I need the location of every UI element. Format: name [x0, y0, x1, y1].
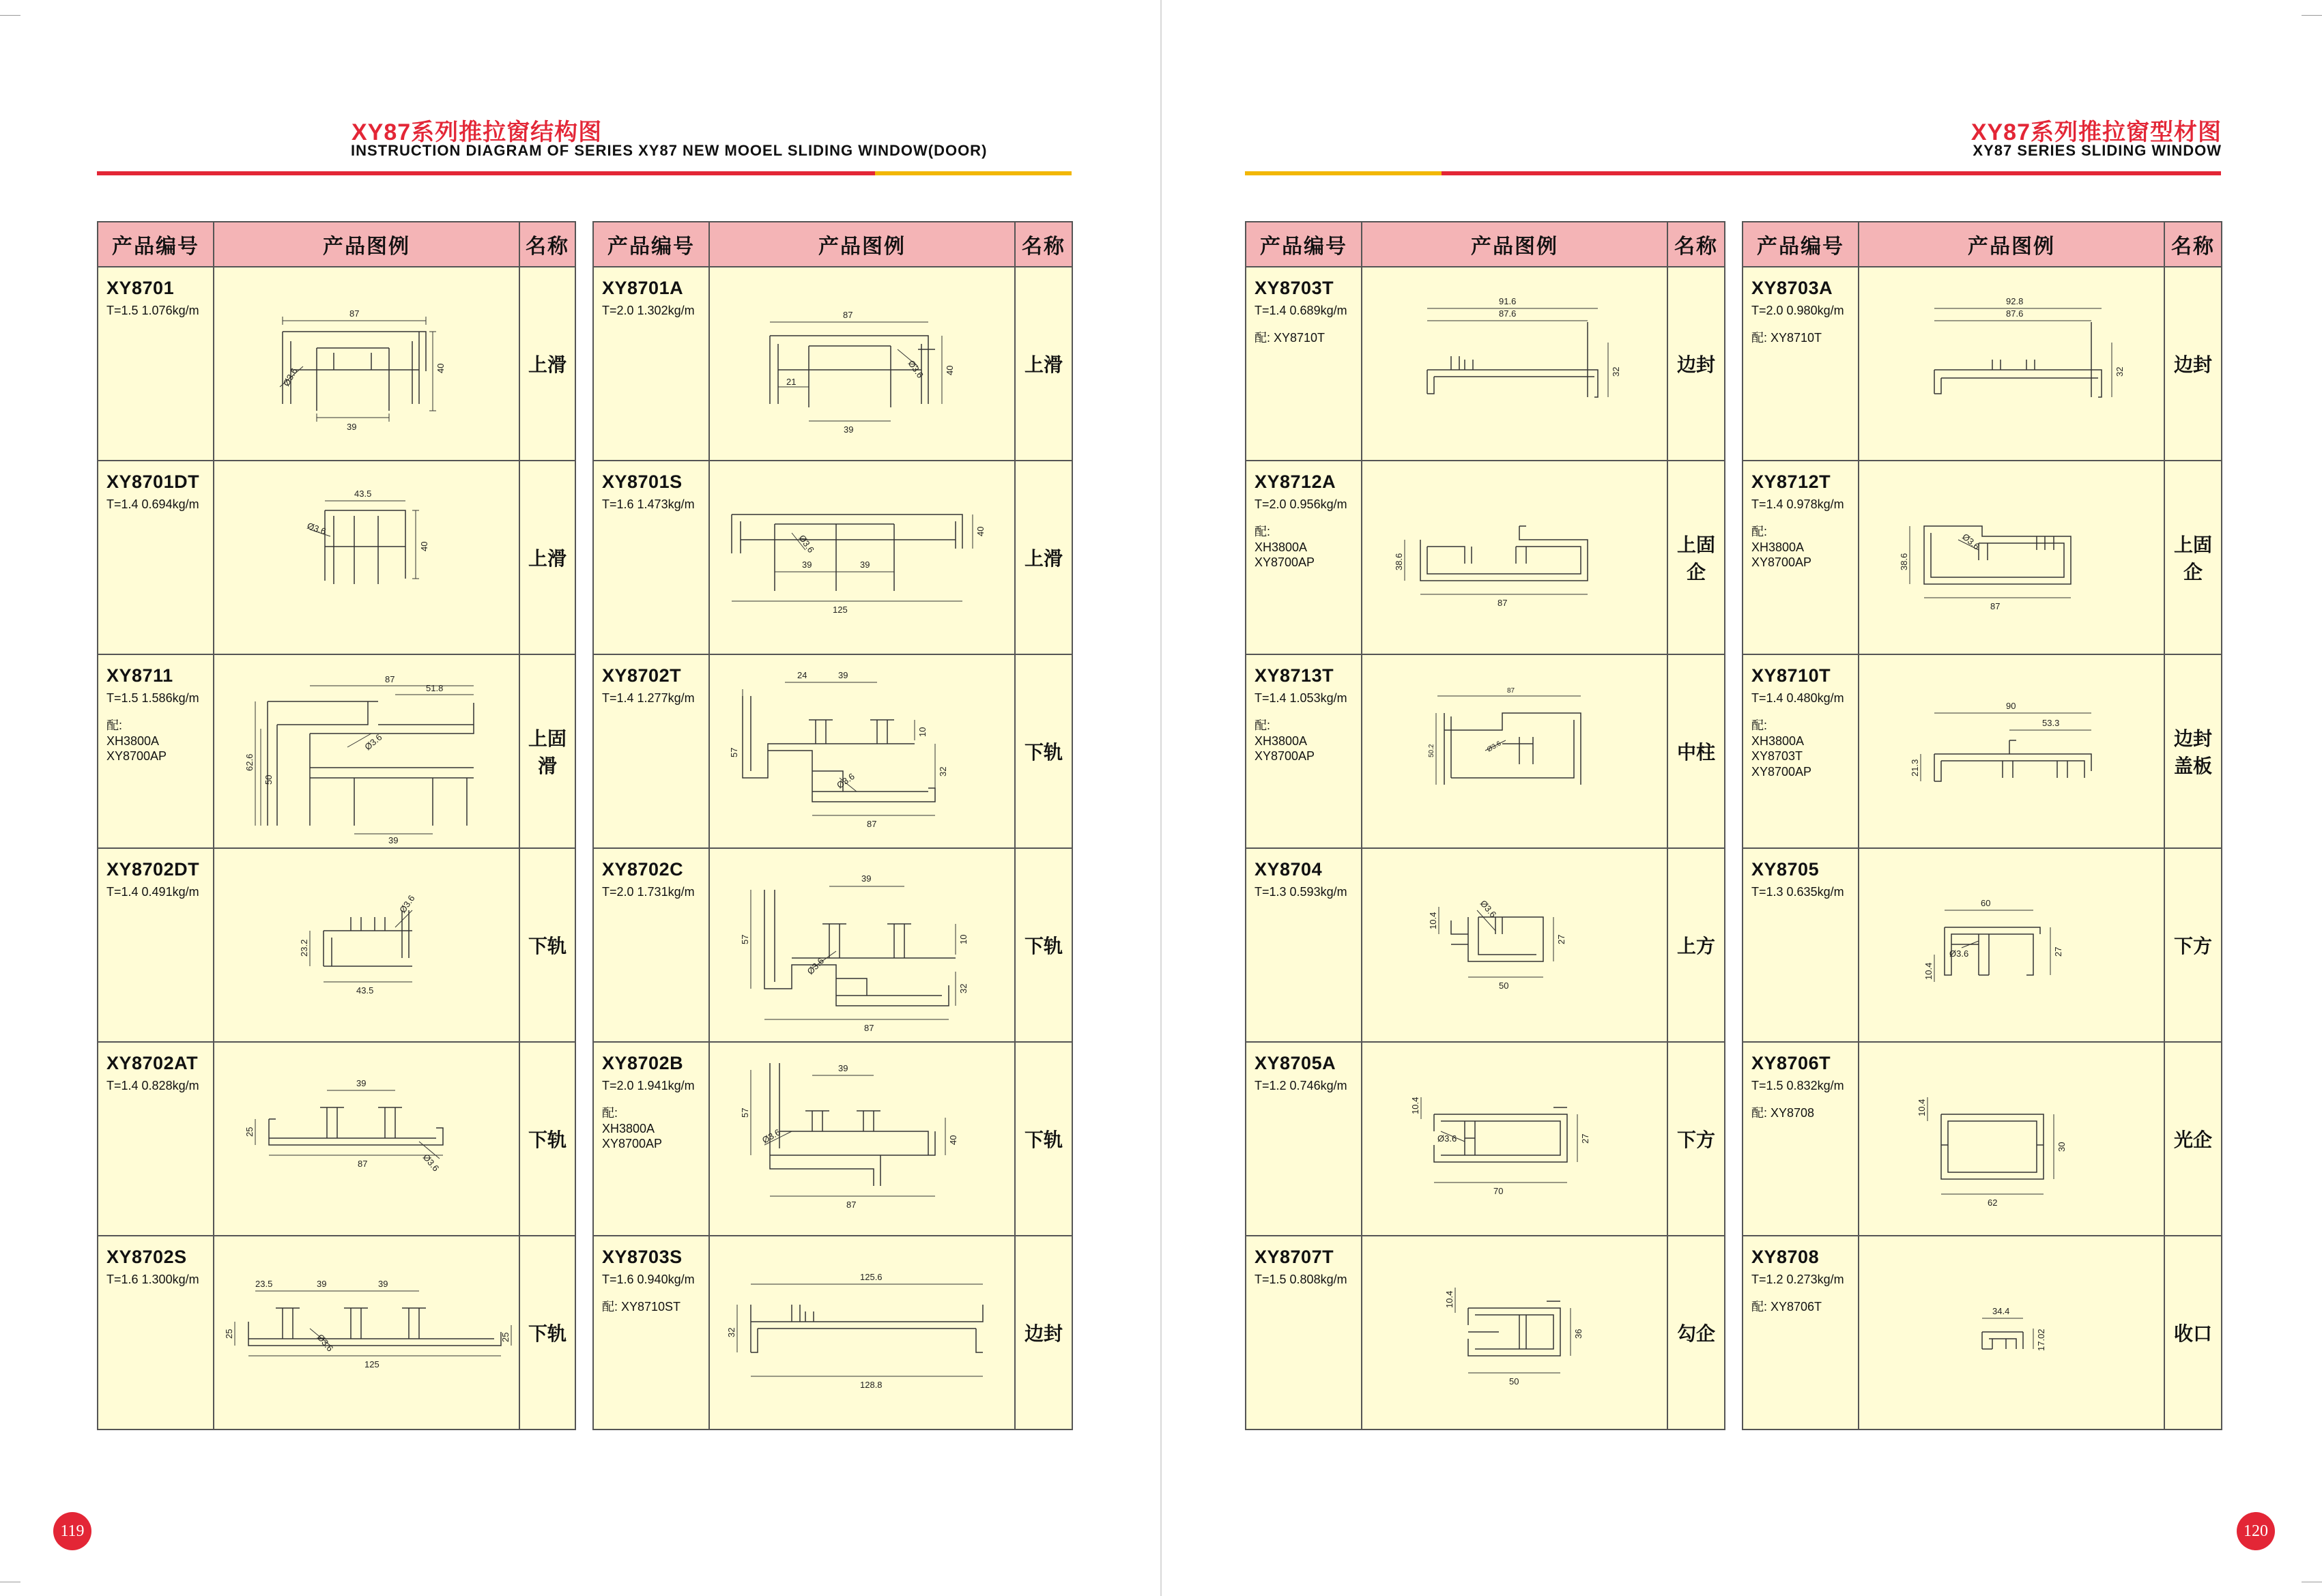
profile-diagram	[1859, 267, 2165, 460]
product-name: 下轨	[519, 1236, 575, 1430]
product-spec: T=1.4 0.689kg/m	[1255, 303, 1347, 317]
product-name: 上固企	[2164, 461, 2222, 654]
header-code: 产品编号	[593, 222, 709, 267]
svg-text:43.5: 43.5	[356, 985, 374, 996]
svg-text:21.3: 21.3	[1910, 759, 1920, 777]
product-code: XY8711	[106, 665, 173, 686]
title-rule-yellow	[875, 171, 1072, 175]
product-spec: T=2.0 0.980kg/m	[1751, 303, 1844, 317]
svg-text:Ø3.6: Ø3.6	[1486, 740, 1503, 754]
product-code: XY8703S	[602, 1247, 683, 1267]
profile-diagram	[710, 461, 1016, 654]
svg-text:Ø3.6: Ø3.6	[805, 955, 827, 977]
table-row	[1743, 1042, 2222, 1236]
svg-text:50: 50	[263, 774, 274, 785]
product-name: 边封	[1015, 1236, 1072, 1430]
product-name: 边封盖板	[2164, 654, 2222, 848]
svg-text:30: 30	[2056, 1142, 2067, 1152]
table-row	[1246, 461, 1725, 654]
page-title-en: INSTRUCTION DIAGRAM OF SERIES XY87 NEW MOOEL SLIDING WINDOW(DOOR)	[351, 142, 988, 159]
svg-text:40: 40	[975, 526, 986, 536]
svg-text:57: 57	[729, 747, 739, 757]
header-code: 产品编号	[1743, 222, 1859, 267]
product-name: 上固滑	[519, 654, 575, 848]
svg-text:32: 32	[726, 1327, 736, 1337]
table-row	[593, 1042, 1072, 1236]
product-name: 下轨	[1015, 654, 1072, 848]
profile-diagram	[1859, 461, 2165, 654]
svg-text:17.02: 17.02	[2036, 1329, 2046, 1351]
svg-text:39: 39	[802, 560, 812, 570]
product-name: 上滑	[519, 461, 575, 654]
header-name: 名称	[2164, 222, 2222, 267]
table-row	[1743, 267, 2222, 461]
svg-text:39: 39	[844, 424, 854, 435]
profile-diagram	[1362, 1043, 1668, 1235]
svg-text:40: 40	[435, 363, 446, 373]
product-code: XY8708	[1751, 1247, 1820, 1267]
svg-text:87: 87	[1990, 601, 2001, 611]
svg-text:25: 25	[224, 1329, 234, 1339]
mating-parts: 配: XY8710T	[1255, 331, 1325, 345]
svg-text:10: 10	[958, 934, 969, 944]
svg-text:10: 10	[917, 727, 928, 737]
svg-text:10.4: 10.4	[1444, 1290, 1454, 1308]
product-name: 下方	[2164, 848, 2222, 1042]
svg-text:21: 21	[786, 377, 797, 387]
table-row	[1246, 267, 1725, 461]
svg-text:125: 125	[364, 1359, 379, 1369]
product-spec: T=1.4 0.978kg/m	[1751, 497, 1844, 511]
product-name: 下轨	[519, 1042, 575, 1236]
table-row	[593, 267, 1072, 461]
svg-text:87: 87	[1507, 687, 1515, 695]
svg-text:62: 62	[1988, 1198, 1998, 1208]
svg-text:91.6: 91.6	[1499, 296, 1517, 306]
svg-text:Ø3.6: Ø3.6	[362, 731, 384, 753]
svg-text:87: 87	[843, 310, 853, 320]
header-name: 名称	[1667, 222, 1725, 267]
product-code: XY8702C	[602, 859, 684, 880]
header-diagram: 产品图例	[709, 222, 1015, 267]
svg-text:36: 36	[1573, 1329, 1583, 1339]
header-name: 名称	[1015, 222, 1072, 267]
product-code: XY8701A	[602, 278, 684, 298]
product-code: XY8703T	[1255, 278, 1334, 298]
profile-diagram	[1362, 849, 1668, 1041]
product-code: XY8701S	[602, 471, 683, 492]
product-spec: T=1.4 0.828kg/m	[106, 1078, 199, 1092]
svg-text:Ø3.6: Ø3.6	[305, 520, 328, 537]
profile-diagram	[1362, 655, 1668, 847]
svg-text:32: 32	[958, 983, 969, 993]
profile-diagram	[1859, 1043, 2165, 1235]
product-code: XY8703A	[1751, 278, 1833, 298]
svg-text:57: 57	[740, 934, 750, 944]
product-spec: T=1.3 0.593kg/m	[1255, 884, 1347, 899]
table-row	[1743, 848, 2222, 1042]
svg-text:38.6: 38.6	[1394, 553, 1404, 570]
svg-text:39: 39	[388, 835, 399, 845]
svg-text:25: 25	[244, 1127, 255, 1137]
product-spec: T=1.3 0.635kg/m	[1751, 884, 1844, 899]
svg-text:125: 125	[833, 605, 848, 615]
svg-text:24: 24	[797, 670, 807, 680]
header-diagram: 产品图例	[1362, 222, 1667, 267]
svg-text:10.4: 10.4	[1923, 962, 1934, 980]
table-row	[98, 267, 575, 461]
product-code: XY8707T	[1255, 1247, 1334, 1267]
header-code: 产品编号	[98, 222, 214, 267]
svg-text:Ø3.6: Ø3.6	[315, 1332, 336, 1354]
product-name: 下轨	[1015, 1042, 1072, 1236]
svg-text:Ø3.6: Ø3.6	[835, 771, 857, 791]
svg-text:Ø3.6: Ø3.6	[1960, 531, 1982, 552]
mating-parts: 配: XH3800A XY8700AP	[106, 719, 167, 764]
product-spec: T=1.2 0.746kg/m	[1255, 1078, 1347, 1092]
product-name: 上滑	[1015, 461, 1072, 654]
spec-table-4	[1742, 221, 2222, 1430]
product-name: 上固企	[1667, 461, 1725, 654]
profile-diagram	[1859, 849, 2165, 1041]
header-code: 产品编号	[1246, 222, 1362, 267]
svg-text:50: 50	[1509, 1376, 1519, 1387]
table-row	[1246, 1042, 1725, 1236]
product-spec: T=1.5 1.586kg/m	[106, 691, 199, 705]
mating-parts: 配: XH3800A XY8700AP	[1751, 525, 1812, 570]
table-row	[98, 1042, 575, 1236]
svg-text:32: 32	[2115, 366, 2125, 377]
product-code: XY8705	[1751, 859, 1820, 880]
mating-parts: 配: XY8710ST	[602, 1300, 681, 1314]
svg-text:Ø3.6: Ø3.6	[906, 358, 926, 380]
table-row	[1743, 461, 2222, 654]
svg-text:51.8: 51.8	[426, 683, 444, 693]
spec-table-1	[97, 221, 576, 1430]
svg-text:39: 39	[861, 873, 872, 884]
svg-text:Ø3.6: Ø3.6	[797, 533, 816, 555]
svg-text:87: 87	[349, 308, 360, 319]
svg-text:Ø3.6: Ø3.6	[397, 893, 417, 915]
svg-text:39: 39	[356, 1078, 367, 1088]
product-spec: T=1.4 0.491kg/m	[106, 884, 199, 899]
table-row	[98, 461, 575, 654]
product-name: 收口	[2164, 1236, 2222, 1430]
table-row	[593, 848, 1072, 1042]
profile-diagram	[214, 655, 520, 847]
product-name: 下方	[1667, 1042, 1725, 1236]
profile-diagram	[214, 267, 520, 460]
table-row	[98, 848, 575, 1042]
mating-parts: 配: XY8708	[1751, 1106, 1815, 1120]
mating-parts: 配: XH3800A XY8703T XY8700AP	[1751, 719, 1812, 779]
svg-text:38.6: 38.6	[1899, 553, 1909, 570]
svg-text:43.5: 43.5	[354, 489, 372, 499]
svg-text:10.4: 10.4	[1428, 912, 1438, 929]
svg-text:87: 87	[1497, 598, 1508, 608]
mating-parts: 配: XH3800A XY8700AP	[1255, 525, 1315, 570]
svg-text:Ø3.6: Ø3.6	[281, 366, 300, 388]
svg-text:39: 39	[838, 1063, 848, 1073]
product-spec: T=2.0 0.956kg/m	[1255, 497, 1347, 511]
profile-diagram	[1859, 1236, 2165, 1429]
svg-text:92.8: 92.8	[2006, 296, 2024, 306]
product-code: XY8710T	[1751, 665, 1831, 686]
svg-text:50: 50	[1499, 981, 1509, 991]
product-code: XY8702B	[602, 1053, 684, 1073]
profile-diagram	[1362, 267, 1668, 460]
svg-text:87: 87	[864, 1023, 874, 1033]
product-spec: T=1.2 0.273kg/m	[1751, 1272, 1844, 1286]
svg-text:39: 39	[317, 1279, 327, 1289]
svg-text:25: 25	[500, 1332, 511, 1342]
product-name: 下轨	[519, 848, 575, 1042]
profile-diagram	[214, 1043, 520, 1235]
svg-text:60: 60	[1981, 898, 1991, 908]
svg-text:70: 70	[1493, 1186, 1504, 1196]
svg-text:32: 32	[1611, 366, 1621, 377]
mating-parts: 配: XH3800A XY8700AP	[1255, 719, 1315, 764]
product-code: XY8702DT	[106, 859, 200, 880]
product-code: XY8706T	[1751, 1053, 1831, 1073]
title-rule-red	[1442, 171, 2221, 175]
product-spec: T=1.6 1.473kg/m	[602, 497, 695, 511]
table-row	[98, 1236, 575, 1430]
product-code: XY8713T	[1255, 665, 1334, 686]
page-title-cn: XY87系列推拉窗结构图	[352, 119, 603, 145]
spec-table-2	[592, 221, 1073, 1430]
svg-text:40: 40	[945, 365, 955, 375]
svg-text:87: 87	[846, 1200, 857, 1210]
svg-text:87.6: 87.6	[2006, 308, 2024, 319]
table-row	[593, 461, 1072, 654]
product-code: XY8702S	[106, 1247, 187, 1267]
svg-text:62.6: 62.6	[244, 753, 255, 771]
page-number: 119	[53, 1512, 91, 1550]
svg-text:53.3: 53.3	[2042, 718, 2060, 728]
profile-diagram	[710, 655, 1016, 847]
header-diagram: 产品图例	[214, 222, 519, 267]
svg-text:23.5: 23.5	[255, 1279, 273, 1289]
product-code: XY8712A	[1255, 471, 1336, 492]
page-title-en: XY87 SERIES SLIDING WINDOW	[1973, 142, 2222, 159]
product-spec: T=1.4 0.480kg/m	[1751, 691, 1844, 705]
svg-text:39: 39	[860, 560, 870, 570]
mating-parts: 配: XY8706T	[1751, 1300, 1822, 1314]
svg-text:32: 32	[938, 766, 948, 777]
header-name: 名称	[519, 222, 575, 267]
svg-text:90: 90	[2006, 701, 2016, 711]
table-row	[593, 654, 1072, 848]
profile-diagram	[214, 1236, 520, 1429]
product-name: 边封	[2164, 267, 2222, 461]
product-spec: T=2.0 1.731kg/m	[602, 884, 695, 899]
spec-table-3	[1245, 221, 1725, 1430]
svg-text:Ø3.6: Ø3.6	[760, 1127, 782, 1146]
product-spec: T=1.5 0.832kg/m	[1751, 1078, 1844, 1092]
table-row	[593, 1236, 1072, 1430]
table-row	[1246, 848, 1725, 1042]
title-rule-yellow	[1245, 171, 1442, 175]
svg-text:125.6: 125.6	[860, 1272, 883, 1282]
product-spec: T=2.0 1.941kg/m	[602, 1078, 695, 1092]
svg-text:57: 57	[740, 1107, 750, 1118]
profile-diagram	[710, 1236, 1016, 1429]
product-name: 中柱	[1667, 654, 1725, 848]
product-name: 边封	[1667, 267, 1725, 461]
svg-text:87: 87	[385, 674, 395, 684]
header-diagram: 产品图例	[1859, 222, 2164, 267]
svg-text:27: 27	[1556, 934, 1566, 944]
svg-text:10.4: 10.4	[1917, 1099, 1927, 1116]
table-row	[1246, 1236, 1725, 1430]
svg-text:27: 27	[1580, 1133, 1590, 1144]
table-row	[1246, 654, 1725, 848]
product-code: XY8702T	[602, 665, 682, 686]
product-code: XY8702AT	[106, 1053, 199, 1073]
product-spec: T=2.0 1.302kg/m	[602, 303, 695, 317]
profile-diagram	[1859, 655, 2165, 847]
product-spec: T=1.5 1.076kg/m	[106, 303, 199, 317]
product-name: 上滑	[519, 267, 575, 461]
mating-parts: 配: XY8710T	[1751, 331, 1822, 345]
table-row	[1743, 654, 2222, 848]
svg-text:87.6: 87.6	[1499, 308, 1517, 319]
svg-text:23.2: 23.2	[299, 939, 309, 957]
mating-parts: 配: XH3800A XY8700AP	[602, 1106, 663, 1151]
product-spec: T=1.4 1.277kg/m	[602, 691, 695, 705]
svg-text:40: 40	[948, 1135, 958, 1145]
product-code: XY8704	[1255, 859, 1323, 880]
svg-text:39: 39	[838, 670, 848, 680]
svg-text:39: 39	[347, 422, 357, 432]
svg-text:87: 87	[358, 1159, 368, 1169]
profile-diagram	[214, 849, 520, 1041]
product-code: XY8705A	[1255, 1053, 1336, 1073]
product-code: XY8701	[106, 278, 175, 298]
svg-text:Ø3.6: Ø3.6	[1478, 898, 1499, 920]
profile-diagram	[710, 267, 1016, 460]
profile-diagram	[710, 849, 1016, 1041]
product-name: 下轨	[1015, 848, 1072, 1042]
profile-diagram	[1362, 1236, 1668, 1429]
svg-text:34.4: 34.4	[1992, 1306, 2010, 1316]
product-name: 上方	[1667, 848, 1725, 1042]
svg-text:Ø3.6: Ø3.6	[1949, 948, 1969, 959]
profile-diagram	[710, 1043, 1016, 1235]
profile-diagram	[214, 461, 520, 654]
product-spec: T=1.4 0.694kg/m	[106, 497, 199, 511]
product-name: 上滑	[1015, 267, 1072, 461]
product-name: 勾企	[1667, 1236, 1725, 1430]
svg-text:Ø3.6: Ø3.6	[1437, 1133, 1457, 1144]
svg-text:128.8: 128.8	[860, 1380, 883, 1390]
product-spec: T=1.5 0.808kg/m	[1255, 1272, 1347, 1286]
product-code: XY8701DT	[106, 471, 200, 492]
page-title-cn: XY87系列推拉窗型材图	[1970, 119, 2222, 145]
title-rule-red	[97, 171, 875, 175]
product-code: XY8712T	[1751, 471, 1831, 492]
product-spec: T=1.6 1.300kg/m	[106, 1272, 199, 1286]
svg-text:Ø3.6: Ø3.6	[420, 1152, 442, 1174]
svg-text:10.4: 10.4	[1410, 1097, 1420, 1114]
table-row	[98, 654, 575, 848]
product-spec: T=1.4 1.053kg/m	[1255, 691, 1347, 705]
svg-text:50.2: 50.2	[1428, 744, 1435, 757]
svg-text:39: 39	[378, 1279, 388, 1289]
profile-diagram	[1362, 461, 1668, 654]
product-spec: T=1.6 0.940kg/m	[602, 1272, 695, 1286]
product-name: 光企	[2164, 1042, 2222, 1236]
svg-text:40: 40	[419, 541, 429, 551]
svg-text:27: 27	[2053, 946, 2063, 957]
table-row	[1743, 1236, 2222, 1430]
page-number: 120	[2237, 1512, 2275, 1550]
svg-text:87: 87	[867, 819, 877, 829]
